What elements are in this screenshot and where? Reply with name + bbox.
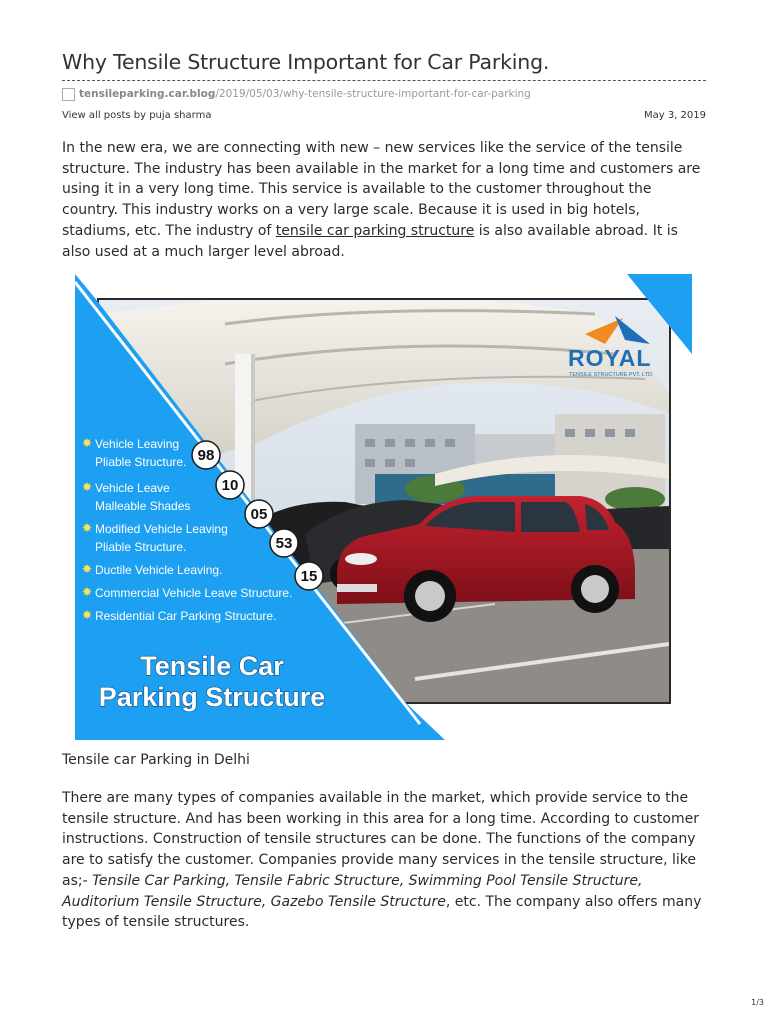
body-text-end: , etc. The company also offers many types of tensile structures.: [62, 893, 702, 931]
logo-subtext: TENSILE STRUCTURE PVT. LTD.: [569, 372, 654, 378]
page-title: Why Tensile Structure Important for Car Parking.: [62, 50, 550, 74]
svg-text:Modified Vehicle Leaving: Modified Vehicle Leaving: [95, 522, 228, 536]
svg-text:10: 10: [221, 477, 239, 494]
svg-text:15: 15: [300, 568, 318, 585]
number-badge: [270, 529, 298, 557]
post-meta: [62, 110, 706, 121]
favicon-icon: [62, 88, 75, 101]
star-icon: ✸: [82, 562, 93, 576]
svg-text:Pliable Structure.: Pliable Structure.: [95, 540, 187, 554]
headline-line-2: Parking Structure: [98, 682, 326, 712]
svg-text:98: 98: [197, 447, 215, 464]
svg-text:Pliable Structure.: Pliable Structure.: [95, 455, 187, 469]
svg-text:Vehicle Leave: Vehicle Leave: [95, 481, 170, 495]
star-icon: ✸: [82, 585, 93, 599]
tensile-car-parking-link[interactable]: tensile car parking structure: [275, 222, 475, 239]
star-icon: ✸: [82, 436, 93, 450]
source-url[interactable]: [62, 86, 531, 102]
svg-text:Vehicle Leaving: Vehicle Leaving: [95, 437, 180, 451]
number-badge: [295, 562, 323, 590]
svg-text:Malleable Shades: Malleable Shades: [95, 499, 191, 513]
source-host[interactable]: tensileparking.car.blog: [79, 88, 216, 100]
author-link[interactable]: View all posts by puja sharma: [62, 110, 212, 121]
headline-line-1: Tensile Car: [140, 651, 284, 681]
body-paragraph: [62, 788, 706, 933]
svg-text:05: 05: [250, 506, 268, 523]
feature-item: [82, 585, 292, 600]
star-icon: ✸: [82, 608, 93, 622]
intro-text-start: In the new era, we are connecting with new – new services like the service of the tensile structure. The industry has been available in the market for a long time and customers are using it in a very long time. This service is available to the customer throughout the country. This industry works on a very large scale. Because it is used in big hotels, stadiums, etc. The industry of: [62, 140, 701, 239]
post-date: May 3, 2019: [643, 110, 706, 121]
svg-text:53: 53: [275, 535, 293, 552]
star-icon: ✸: [82, 480, 93, 494]
intro-text-end: is also available abroad. It is also used at a much larger level abroad.: [62, 222, 678, 260]
number-badge: [192, 441, 220, 469]
feature-item: [82, 562, 222, 577]
feature-item: [82, 608, 276, 623]
body-text-start: There are many types of companies available in the market, which provide service to the tensile structure. And has been working in this area for a long time. According to customer instructions. Construction of tensile structures can be done. The functions of the company are to satisfy the customer. Companies provide many services in the tensile structure, like as;-: [62, 790, 699, 889]
number-badge: [245, 500, 273, 528]
number-badge: [216, 471, 244, 499]
svg-text:Ductile Vehicle Leaving.: Ductile Vehicle Leaving.: [95, 563, 223, 577]
page-number: 1/3: [751, 998, 764, 1007]
source-path[interactable]: /2019/05/03/why-tensile-structure-important-for-car-parking: [215, 88, 531, 100]
image-caption: Tensile car Parking in Delhi: [62, 752, 250, 768]
svg-text:Residential Car Parking Struct: Residential Car Parking Structure.: [95, 609, 277, 623]
intro-paragraph: [62, 138, 706, 262]
star-icon: ✸: [82, 521, 93, 535]
banner-image: [75, 274, 692, 740]
service-list: Tensile Car Parking, Tensile Fabric Structure, Swimming Pool Tensile Structure, Auditorium Tensile Structure, Gazebo Tensile Structure: [62, 872, 643, 910]
logo-text: ROYAL: [568, 345, 652, 371]
title-divider: [62, 80, 706, 81]
svg-text:Commercial Vehicle Leave Struc: Commercial Vehicle Leave Structure.: [95, 586, 293, 600]
